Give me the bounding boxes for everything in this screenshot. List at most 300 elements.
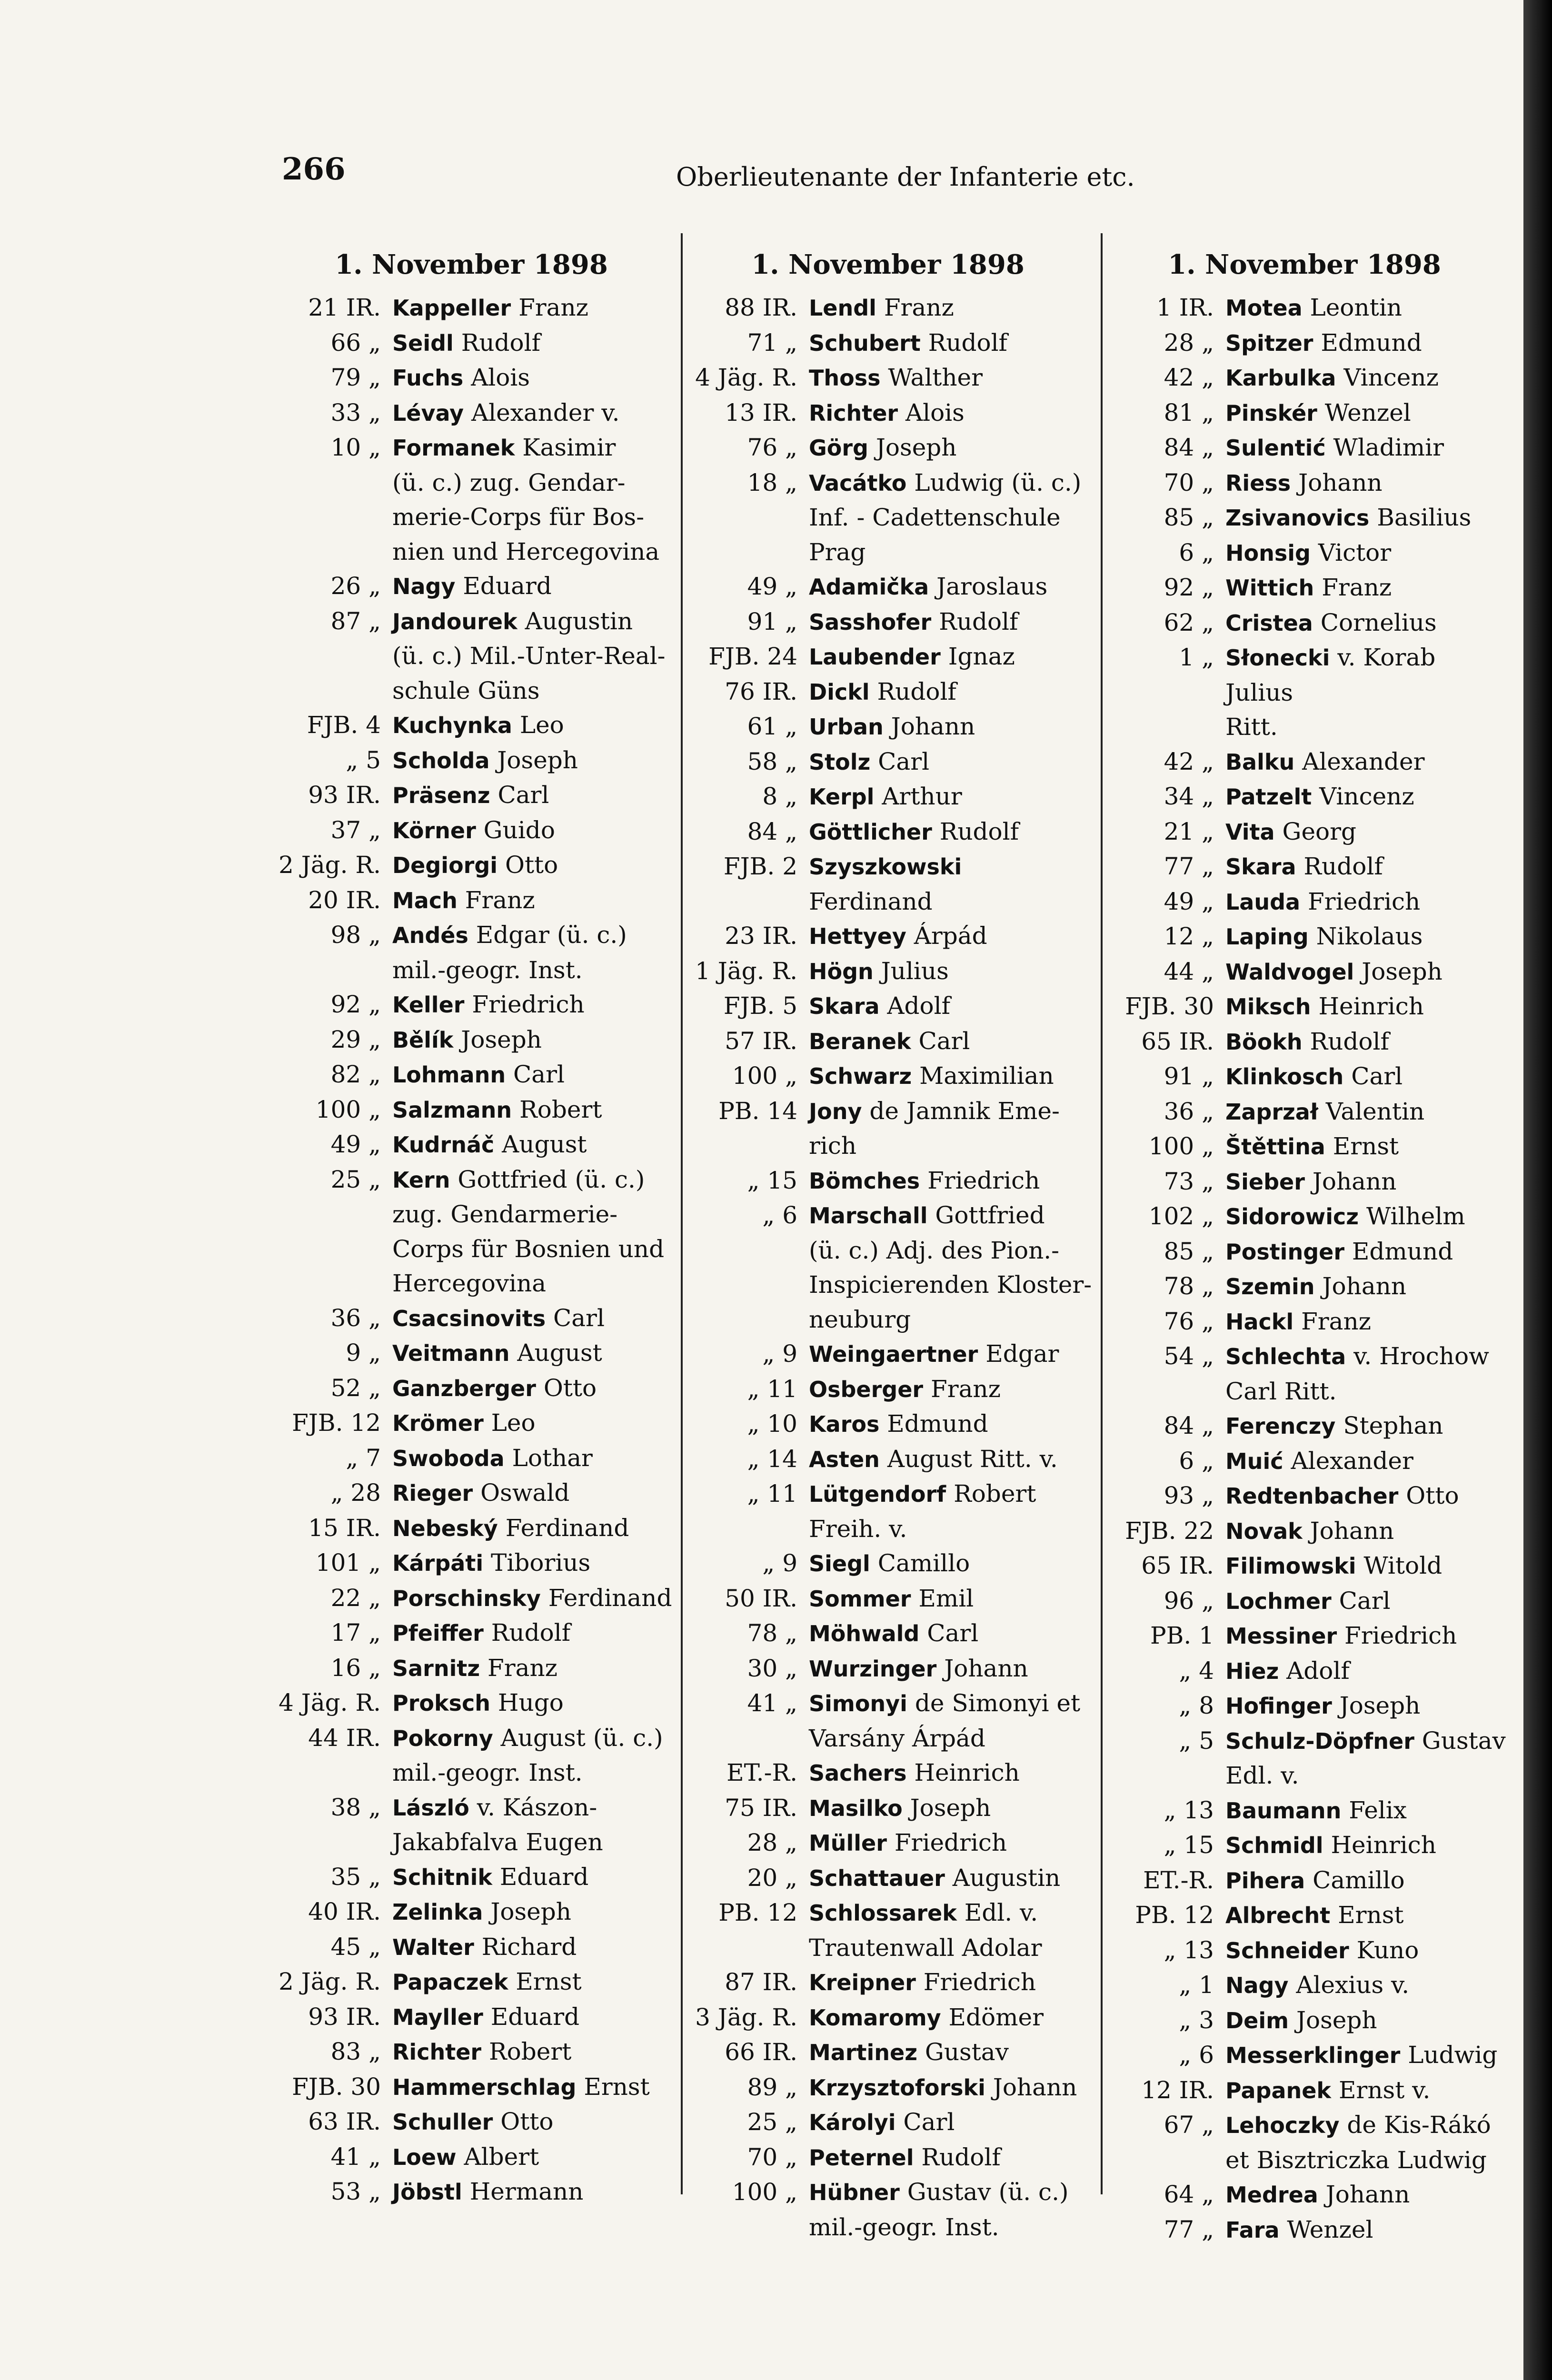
given-name: Edl. v. [964,1899,1038,1926]
unit-label: 101 „ [315,1549,381,1577]
unit-label: 45 „ [330,1933,381,1961]
roster-entry [267,1860,676,1895]
surname: Schattauer [809,1865,945,1891]
given-name: Franz [931,1375,1001,1403]
surname: Szyszkowski [809,854,962,880]
continuation-line: Inspicierenden Kloster- [809,1271,1092,1299]
unit-label: FJB. 2 [723,853,797,880]
entry-text [392,430,676,569]
given-name: Rudolf [491,1619,571,1646]
entry-text [1225,1828,1509,1863]
unit-label: 6 „ [1179,1447,1214,1475]
given-name: Robert [954,1480,1036,1507]
surname: Schulz-Döpfner [1225,1728,1414,1754]
surname: Kappeller [392,295,511,321]
continuation-line: Freih. v. [809,1515,907,1543]
roster-entry [1100,1898,1509,1933]
unit-label: 4 Jäg. R. [695,364,797,391]
entry-text [1225,1654,1509,1689]
unit-label: FJB. 30 [292,2073,381,2101]
roster-entry [267,1930,676,1965]
surname: Postinger [1225,1239,1345,1265]
roster-entry [683,1825,1093,1861]
surname: László [392,1795,469,1821]
entry-text [809,2070,1093,2105]
unit-label: 66 „ [330,328,381,357]
given-name: Edgar [985,1340,1059,1368]
roster-entry [1100,2003,1509,2038]
roster-entry [1100,1584,1509,1619]
given-name: Jaroslaus [936,573,1048,600]
entry-text [392,1790,676,1860]
unit-label: 26 „ [330,572,381,600]
roster-entry [683,1895,1093,1965]
given-name: Walther [888,364,983,391]
surname: Hiez [1225,1658,1279,1684]
given-name: Johann [1312,1167,1397,1195]
roster-entry [267,2174,676,2210]
surname: Seidl [392,330,454,356]
unit-label: FJB. 5 [723,992,797,1020]
unit-label: PB. 12 [1135,1901,1214,1929]
unit-label: 84 „ [747,817,797,845]
given-name: Rudolf [877,677,956,705]
unit-label: FJB. 12 [292,1409,381,1437]
roster-entry [267,569,676,604]
entry-text [392,1581,676,1616]
given-name: Ferdinand [809,887,933,915]
given-name: Felix [1349,1796,1407,1824]
surname: Richter [809,400,898,426]
roster-entry [1100,1863,1509,1898]
entry-text [1225,1444,1509,1479]
given-name: de Simonyi et [915,1689,1081,1717]
unit-label: 81 „ [1164,398,1214,426]
roster-entry [267,1476,676,1511]
continuation-line: (ü. c.) Adj. des Pion.- [809,1236,1060,1264]
given-name: Tiborius [491,1549,591,1577]
roster-entry [683,2000,1093,2035]
unit-label: 85 „ [1164,1237,1214,1265]
roster-entry [683,2035,1093,2070]
entry-text [1225,536,1509,571]
unit-label: 49 „ [1164,887,1214,915]
unit-label: 54 „ [1164,1342,1214,1370]
surname: Göttlicher [809,819,932,845]
entry-text [1225,570,1509,605]
roster-entry [683,989,1093,1024]
entry-text [809,1442,1093,1477]
surname: Karos [809,1411,880,1437]
entry-text [809,1686,1093,1755]
unit-label: 53 „ [330,2178,381,2205]
given-name: Kasimir [522,434,616,461]
surname: Nagy [392,574,456,599]
surname: Müller [809,1830,887,1856]
surname: Kern [392,1167,450,1193]
given-name: Johann [1298,468,1383,496]
given-name: Johann [891,713,975,740]
entry-text [392,2140,676,2175]
entry-text [809,1024,1093,1059]
roster-entry [1100,884,1509,920]
column-heading: 1. November 1898 [751,249,1025,280]
entry-text [392,848,676,883]
surname: Pokorny [392,1725,493,1751]
surname: Papaczek [392,1969,508,1995]
given-name: Hermann [469,2178,584,2205]
unit-label: 78 „ [1164,1272,1214,1300]
roster-entry [267,1511,676,1546]
entry-text [1225,2212,1509,2248]
surname: Dickl [809,679,870,705]
given-name: August [517,1339,602,1367]
unit-label: 38 „ [330,1793,381,1821]
entry-text [1225,2003,1509,2038]
given-name: Robert [488,2038,572,2065]
roster-entry [267,708,676,743]
given-name: v. Hrochow [1353,1342,1489,1370]
given-name: Ernst v. [1338,2076,1431,2104]
entry-text [392,2034,676,2070]
roster-entry [683,605,1093,640]
roster-entry [683,2175,1093,2244]
unit-label: 64 „ [1164,2181,1214,2208]
unit-label: 28 „ [1164,328,1214,357]
given-name: Oswald [480,1479,570,1507]
unit-label: 22 „ [330,1584,381,1612]
given-name: Friedrich [472,991,585,1018]
surname: Wurzinger [809,1656,937,1682]
roster-entry [683,326,1093,361]
surname: Honsig [1225,540,1311,566]
given-name: Otto [500,2108,554,2135]
entry-text [1225,989,1509,1024]
roster-entry [1100,1793,1509,1828]
given-name: Gustav [1422,1726,1506,1755]
surname: Spitzer [1225,330,1313,356]
unit-label: 76 IR. [725,677,797,705]
roster-entry [683,639,1093,674]
entry-text [1225,1408,1509,1444]
surname: Štěttina [1225,1134,1325,1160]
entry-text [392,1546,676,1581]
given-name: Árpád [914,922,987,950]
roster-entry [1100,1548,1509,1584]
given-name: Lothar [512,1444,593,1472]
entry-text [809,849,1093,919]
entry-list [267,290,676,2210]
entry-text [392,1336,676,1371]
entry-text [1225,2177,1509,2212]
entry-text [1225,1933,1509,1968]
given-name: Joseph [497,746,578,774]
roster-entry [267,2104,676,2140]
roster-entry [267,1092,676,1128]
unit-label: „ 15 [747,1166,797,1194]
given-name: Ernst [584,2073,650,2101]
surname: Bělík [392,1027,454,1053]
roster-entry [683,430,1093,466]
roster-entry [267,778,676,813]
unit-label: 35 „ [330,1863,381,1891]
given-name: Otto [505,851,558,879]
surname: Lauda [1225,889,1301,915]
entry-text [809,1791,1093,1826]
roster-entry [1100,849,1509,884]
given-name: Carl [927,1619,979,1647]
surname: Hettyey [809,923,906,949]
surname: Balku [1225,749,1295,775]
surname: Patzelt [1225,784,1312,810]
given-name: Carl [903,2108,955,2136]
unit-label: 21 IR. [308,294,381,321]
entry-text [1225,1548,1509,1584]
unit-label: 36 „ [330,1304,381,1332]
unit-label: 76 „ [747,434,797,461]
surname: Vita [1225,819,1275,845]
roster-entry [267,1686,676,1721]
surname: Asten [809,1446,880,1472]
roster-entry [1100,326,1509,361]
unit-label: 41 „ [330,2142,381,2171]
given-name: Robert [519,1095,602,1123]
entry-text [1225,1234,1509,1269]
given-name: Franz [487,1654,557,1682]
surname: Sarnitz [392,1655,480,1681]
unit-label: 1 Jäg. R. [695,957,797,985]
surname: Körner [392,817,476,843]
roster-entry [267,1162,676,1301]
roster-entry [1100,1408,1509,1444]
surname: Károlyi [809,2110,896,2135]
surname: Hammerschlag [392,2074,577,2100]
roster-entry [1100,1478,1509,1514]
roster-entry [683,360,1093,396]
given-name: Vincenz [1343,364,1439,391]
unit-label: 1 IR. [1156,294,1214,321]
entry-text [392,1406,676,1441]
unit-label: „ 3 [1179,2006,1214,2034]
given-name: Wilhelm [1366,1202,1465,1230]
entry-text [809,1163,1093,1199]
entry-text [392,569,676,604]
entry-text [392,360,676,396]
roster-entry [1100,1129,1509,1164]
surname: Lohmann [392,1062,506,1088]
unit-label: „ 6 [1179,2041,1214,2069]
unit-label: 18 „ [747,468,797,496]
entry-text [1225,430,1509,466]
given-name: Joseph [1296,2006,1377,2034]
entry-text [809,2175,1093,2244]
given-name: Joseph [490,1898,571,1925]
unit-label: „ 7 [346,1444,381,1472]
continuation-line: Hercegovina [392,1269,547,1297]
entry-text [809,1581,1093,1616]
given-name: Rudolf [928,328,1008,357]
surname: Lochmer [1225,1588,1332,1614]
unit-label: 12 IR. [1141,2076,1214,2104]
given-name: Leo [491,1409,536,1437]
given-name: Franz [1301,1307,1372,1335]
given-name: Rudolf [1303,853,1383,880]
entry-text [1225,1618,1509,1654]
unit-label: 91 „ [747,607,797,635]
unit-label: 98 „ [330,921,381,949]
unit-label: 40 IR. [308,1898,381,1925]
given-name: Georg [1282,817,1357,845]
entry-text [392,396,676,431]
unit-label: „ 10 [747,1410,797,1438]
surname: Veitmann [392,1340,510,1366]
entry-text [1225,1129,1509,1164]
given-name: Franz [465,886,535,914]
unit-label: 9 „ [346,1339,381,1367]
roster-entry [683,1198,1093,1337]
surname: Jöbstl [392,2179,462,2205]
continuation-line: Carl Ritt. [1225,1377,1337,1405]
surname: Siegl [809,1551,870,1577]
given-name: Nikolaus [1316,922,1423,950]
surname: Schlossarek [809,1900,957,1926]
unit-label: „ 28 [330,1479,381,1507]
roster-entry [1100,1933,1509,1968]
roster-entry [267,1581,676,1616]
continuation-line: Corps für Bosnien und [392,1235,665,1263]
continuation-line: et Bisztriczka Ludwig [1225,2146,1487,2174]
given-name: Leo [519,711,564,739]
roster-entry [267,604,676,708]
roster-entry [1100,1234,1509,1269]
roster-entry [1100,1654,1509,1689]
entry-text [809,2105,1093,2140]
given-name: Ernst [1333,1132,1399,1160]
roster-entry [1100,1024,1509,1060]
entry-text [809,396,1093,431]
entry-text [809,779,1093,814]
surname: Cristea [1225,610,1313,636]
roster-entry [267,743,676,778]
surname: Stolz [809,749,871,775]
unit-label: „ 13 [1164,1936,1214,1964]
entry-text [1225,605,1509,641]
entry-text [1225,1968,1509,2003]
surname: Mayller [392,2004,483,2030]
entry-text [809,1059,1093,1094]
entry-text [809,919,1093,954]
entry-text [1225,2108,1509,2177]
roster-entry [1100,1828,1509,1863]
entry-text [809,1198,1093,1337]
unit-label: „ 5 [1179,1726,1214,1755]
entry-text [392,1964,676,2000]
given-name: Emil [918,1584,974,1612]
running-head: Oberlieutenante der Infanterie etc. [676,162,1135,192]
surname: Sulentić [1225,435,1326,461]
entry-text [1225,1584,1509,1619]
unit-label: 87 IR. [725,1968,797,1996]
unit-label: „ 11 [747,1375,797,1403]
unit-label: PB. 14 [718,1097,797,1125]
continuation-line: Varsány Árpád [809,1724,985,1752]
surname: Schneider [1225,1937,1349,1964]
roster-entry [1100,290,1509,326]
surname: Sieber [1225,1169,1305,1195]
roster-entry [267,1721,676,1790]
roster-entry [683,569,1093,605]
column-heading: 1. November 1898 [1168,249,1441,280]
unit-label: 96 „ [1164,1587,1214,1615]
surname: Richter [392,2039,482,2065]
entry-text [392,1057,676,1092]
entry-text [809,639,1093,674]
entry-text [392,1686,676,1721]
entry-text [1225,1164,1509,1200]
entry-text [809,466,1093,570]
given-name: Johann [1310,1517,1394,1545]
entry-text [809,744,1093,780]
unit-label: „ 14 [747,1445,797,1473]
given-name: Adolf [887,992,951,1020]
roster-entry [267,1336,676,1371]
given-name: Johann [993,2073,1077,2101]
continuation-line: rich [809,1132,857,1160]
unit-label: 21 „ [1164,817,1214,845]
entry-text [392,1651,676,1686]
roster-entry [267,1964,676,2000]
continuation-line: Prag [809,538,866,566]
unit-label: 83 „ [330,2038,381,2065]
roster-entry [683,849,1093,919]
given-name: Joseph [910,1794,991,1822]
surname: Krömer [392,1410,484,1436]
surname: Fara [1225,2217,1280,2243]
unit-label: 91 „ [1164,1062,1214,1090]
surname: Degiorgi [392,853,498,878]
entry-text [1225,884,1509,920]
entry-text [392,1371,676,1406]
surname: Jony [809,1098,862,1124]
surname: Hofinger [1225,1693,1332,1719]
entry-text [392,2000,676,2035]
surname: Walter [392,1934,474,1960]
given-name: Alexander [1302,747,1425,775]
entry-text [1225,1304,1509,1339]
roster-entry [683,1442,1093,1477]
unit-label: 28 „ [747,1829,797,1856]
unit-label: 52 „ [330,1374,381,1402]
surname: Nebeský [392,1515,498,1541]
roster-entry [683,1477,1093,1546]
unit-label: 25 „ [330,1165,381,1193]
given-name: Carl [918,1027,970,1055]
surname: Salzmann [392,1097,512,1123]
given-name: Edmund [1352,1237,1453,1265]
roster-entry [683,1965,1093,2000]
unit-label: 93 „ [1164,1482,1214,1509]
roster-entry [683,1546,1093,1581]
entry-text [1225,779,1509,814]
roster-entry [683,1094,1093,1163]
given-name: Franz [884,294,954,321]
surname: Bömches [809,1168,920,1194]
continuation-line: (ü. c.) zug. Gendar- [392,468,626,496]
unit-label: 36 „ [1164,1097,1214,1125]
entry-text [392,1616,676,1651]
entry-text [392,883,676,918]
roster-entry [683,1651,1093,1686]
